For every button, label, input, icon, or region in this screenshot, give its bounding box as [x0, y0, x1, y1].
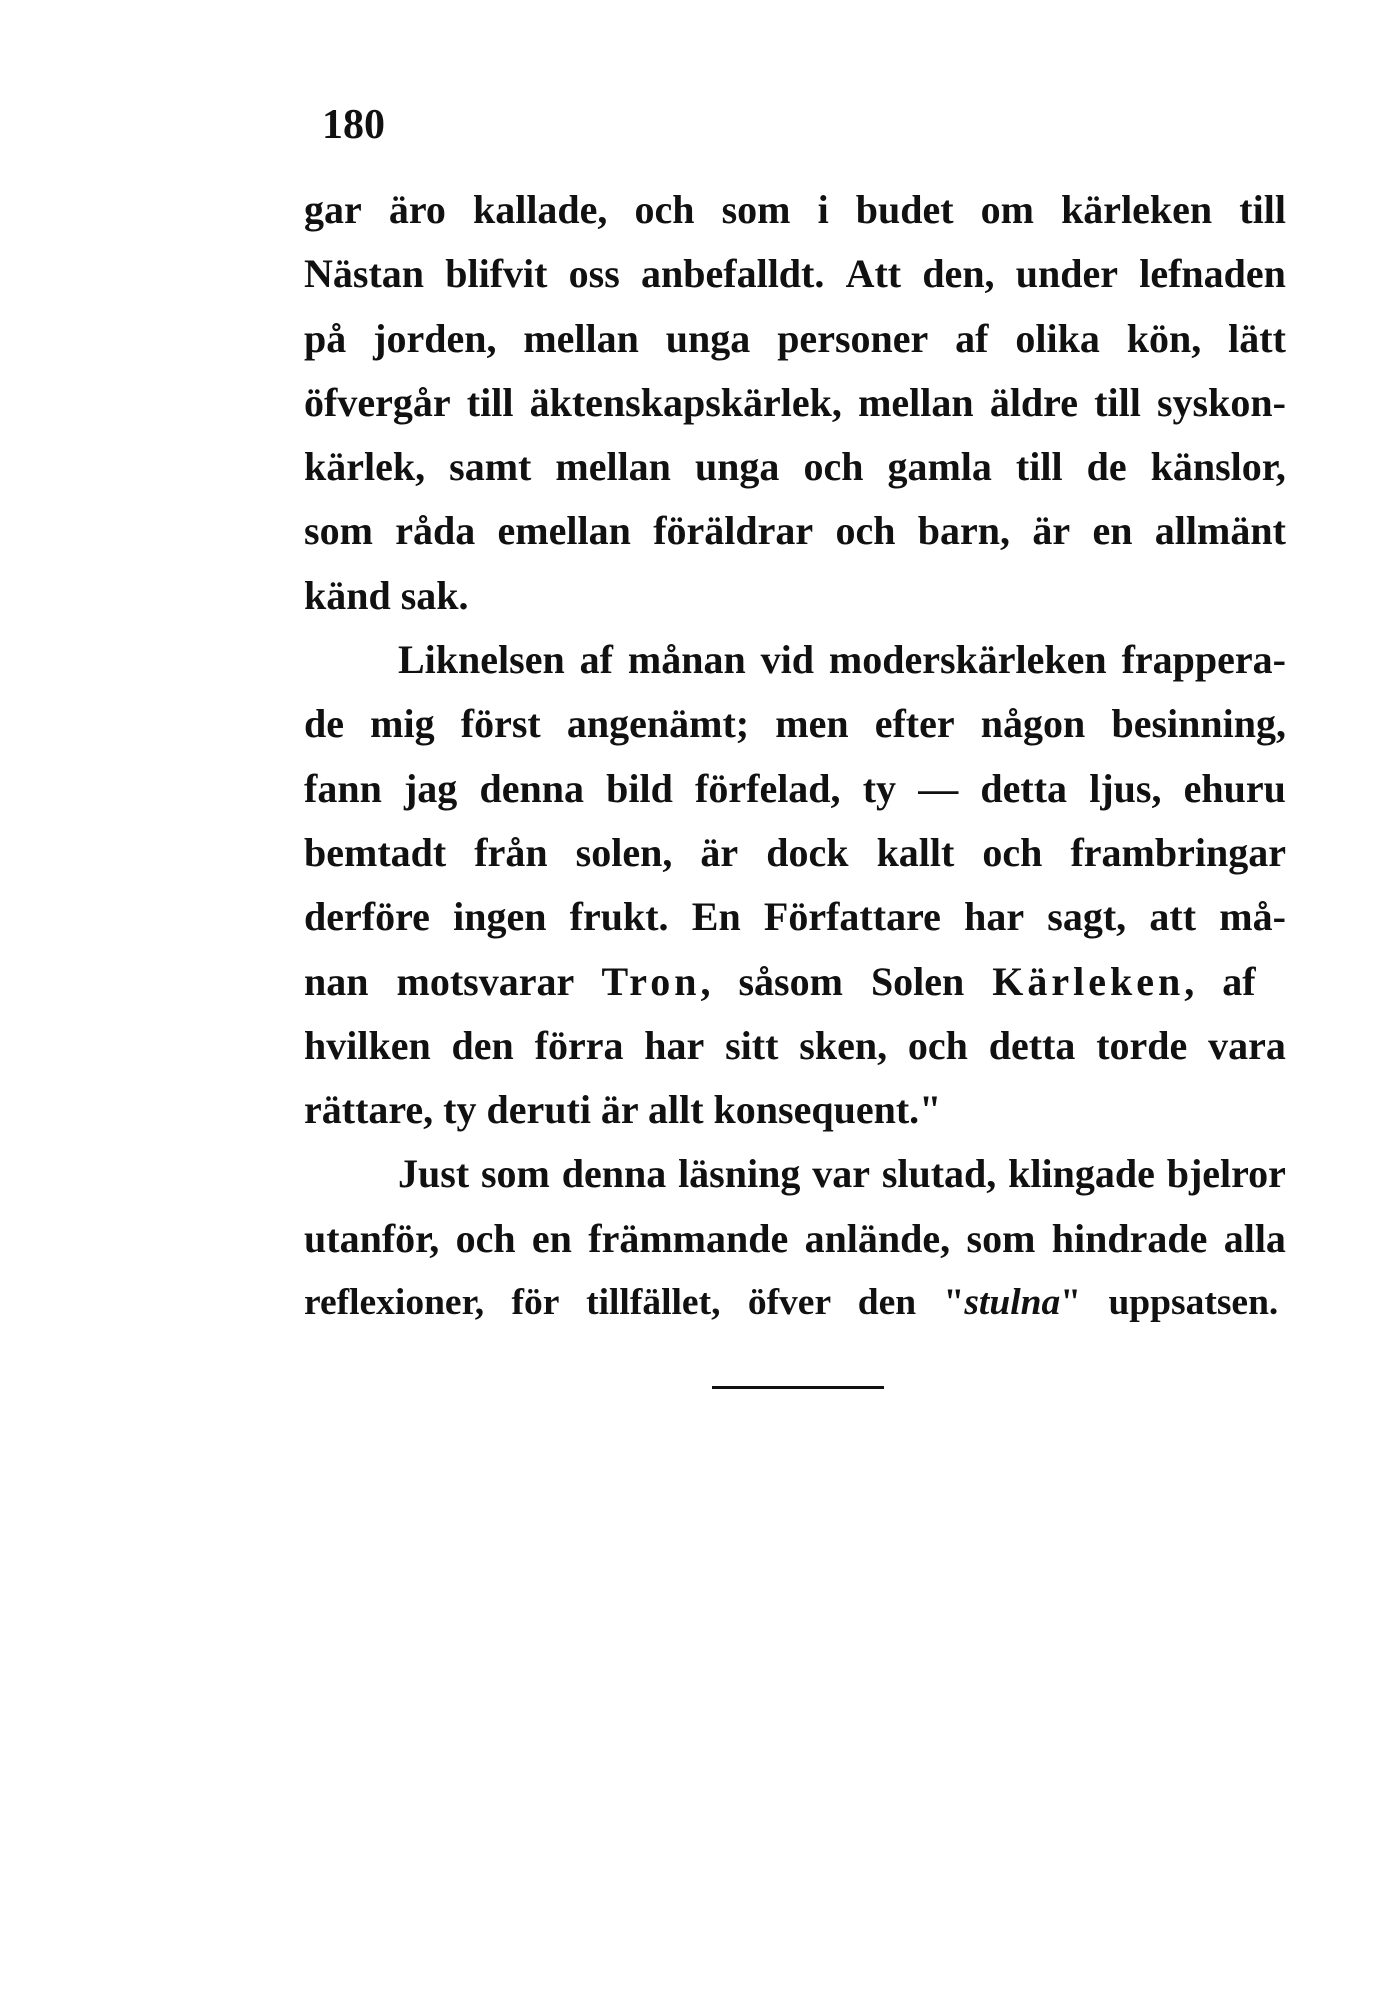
text-line — [304, 885, 1286, 949]
text-line — [304, 1207, 1286, 1271]
word: läsning — [678, 1151, 801, 1197]
word: alla — [1223, 1215, 1286, 1261]
word: är — [1032, 508, 1071, 554]
word: detta — [988, 1022, 1076, 1068]
word: lefnaden — [1139, 251, 1286, 297]
word: någon — [980, 701, 1086, 747]
word: bjelror — [1166, 1151, 1286, 1197]
word: först — [460, 701, 541, 747]
word: anlände, — [804, 1215, 951, 1261]
text-segment: " uppsatsen. — [1060, 1282, 1279, 1324]
word: den — [451, 1022, 514, 1068]
word: angenämt; — [566, 701, 750, 747]
word: kärleken — [1061, 187, 1213, 232]
word: sitt — [725, 1022, 779, 1068]
text-line-content — [304, 1014, 1286, 1078]
word: från — [474, 829, 548, 875]
word: förra — [534, 1022, 624, 1068]
text-line — [304, 1078, 1286, 1142]
word: efter — [874, 701, 955, 747]
text-line-content — [304, 885, 1286, 949]
word: allmänt — [1154, 508, 1286, 554]
word: barn, — [917, 508, 1011, 554]
word: äldre — [989, 379, 1078, 425]
word: besinning, — [1111, 701, 1286, 747]
word: kön, — [1126, 315, 1202, 361]
word: vid — [760, 637, 814, 683]
word: mellan — [555, 444, 671, 490]
word: bemtadt — [304, 829, 447, 875]
text-line-content — [304, 692, 1286, 756]
word: sken, — [799, 1022, 888, 1068]
text-line — [304, 499, 1286, 563]
word: moderskärleken — [828, 637, 1107, 683]
word: unga — [694, 444, 780, 490]
word: på — [304, 315, 347, 361]
word: gamla — [887, 444, 992, 490]
word: Just — [398, 1151, 470, 1197]
word: solen, — [575, 829, 673, 875]
word: som — [480, 1151, 550, 1197]
word: hindrade — [1051, 1215, 1208, 1261]
word: Att — [845, 251, 902, 297]
word: gar — [304, 187, 362, 232]
word: dock — [766, 829, 849, 875]
text-line-content — [398, 628, 1286, 692]
text-line-content — [304, 499, 1286, 563]
word: Nästan — [304, 251, 425, 297]
word: äro — [388, 187, 446, 232]
text-line-content — [304, 950, 1286, 1014]
text-line — [304, 821, 1286, 885]
word: var — [812, 1151, 870, 1197]
word: en — [531, 1215, 572, 1261]
word: må- — [1219, 894, 1286, 940]
text-line — [304, 757, 1286, 821]
word: äktenskapskärlek, — [529, 379, 842, 425]
word: den, — [922, 251, 995, 297]
word: de — [1086, 444, 1127, 490]
word: och — [907, 1022, 968, 1068]
page-body-text — [304, 178, 1286, 1335]
word: hvilken — [304, 1022, 431, 1068]
word: och — [982, 829, 1043, 875]
word: till — [1094, 379, 1141, 425]
text-segment: , af — [1184, 958, 1256, 1004]
word: slutad, — [881, 1151, 997, 1197]
spaced-emphasis-tron: Tron — [601, 958, 701, 1004]
word: mellan — [858, 379, 974, 425]
text-line-content — [304, 757, 1286, 821]
word: öfvergår — [304, 379, 451, 425]
text-line — [304, 950, 1286, 1014]
text-line-content — [304, 1271, 1286, 1335]
word: En — [691, 894, 741, 940]
word: känslor, — [1150, 444, 1286, 490]
word: till — [1239, 187, 1286, 232]
word: lätt — [1228, 315, 1286, 361]
text-line — [304, 564, 1286, 628]
word: och — [803, 444, 864, 490]
word: som — [721, 187, 791, 232]
word: budet — [855, 187, 954, 232]
word: har — [644, 1022, 705, 1068]
page-number: 180 — [322, 102, 385, 148]
word: utanför, — [304, 1215, 440, 1261]
word: ljus, — [1089, 765, 1162, 811]
word: jorden, — [373, 315, 497, 361]
word: Författare — [763, 894, 941, 940]
word: — — [918, 765, 959, 811]
word: af — [579, 637, 613, 683]
word: af — [955, 315, 989, 361]
word: mig — [370, 701, 435, 747]
text-line-content — [304, 307, 1286, 371]
word: till — [466, 379, 514, 425]
text-line-content — [304, 178, 1286, 242]
text-line — [304, 1014, 1286, 1078]
word: föräldrar — [653, 508, 814, 554]
word: ty — [862, 765, 897, 811]
word: blifvit — [445, 251, 548, 297]
word: kallade, — [472, 187, 608, 232]
word: personer — [777, 315, 929, 361]
word: att — [1149, 894, 1197, 940]
text-line-content — [304, 1207, 1286, 1271]
word: främmande — [588, 1215, 789, 1261]
word: fann — [304, 765, 382, 811]
word: ehuru — [1183, 765, 1286, 811]
word: oss — [568, 251, 620, 297]
word: de — [304, 701, 344, 747]
word: men — [775, 701, 849, 747]
text-line-content: rättare, ty deruti är allt konsequent." — [304, 1087, 942, 1133]
word: förfelad, — [695, 765, 841, 811]
text-segment: nan motsvarar — [304, 958, 574, 1004]
word: frappera- — [1121, 637, 1286, 683]
word: frambringar — [1070, 829, 1286, 875]
word: en — [1092, 508, 1133, 554]
word: och — [835, 508, 896, 554]
text-line-content — [304, 371, 1286, 435]
text-line — [304, 371, 1286, 435]
word: är — [700, 829, 739, 875]
word: bild — [606, 765, 673, 811]
text-line-content — [304, 435, 1286, 499]
word: till — [1015, 444, 1063, 490]
word: råda — [395, 508, 476, 554]
word: mellan — [523, 315, 639, 361]
text-line-content — [304, 821, 1286, 885]
spaced-emphasis-karleken: Kärleken — [992, 958, 1185, 1004]
text-line-content: känd sak. — [304, 572, 469, 618]
word: som — [304, 508, 373, 554]
word: ingen — [453, 894, 547, 940]
word: olika — [1015, 315, 1100, 361]
word: detta — [980, 765, 1068, 811]
word: klingade — [1008, 1151, 1155, 1197]
word: kallt — [876, 829, 955, 875]
word: torde — [1096, 1022, 1188, 1068]
word: som — [966, 1215, 1036, 1261]
word: unga — [665, 315, 751, 361]
text-line — [304, 178, 1286, 242]
text-line — [304, 628, 1286, 692]
text-line — [304, 1142, 1286, 1206]
word: under — [1015, 251, 1119, 297]
word: derföre — [304, 894, 430, 940]
word: om — [980, 187, 1034, 232]
word: Liknelsen — [398, 637, 565, 683]
text-line-content — [398, 1142, 1286, 1206]
word: sagt, — [1047, 894, 1127, 940]
end-rule-divider — [712, 1386, 884, 1389]
word: kärlek, — [304, 444, 426, 490]
word: denna — [479, 765, 584, 811]
italic-emphasis-stulna: stulna — [964, 1282, 1061, 1324]
text-line — [304, 1271, 1286, 1335]
word: emellan — [497, 508, 631, 554]
word: månan — [627, 637, 746, 683]
word: i — [817, 187, 829, 232]
word: och — [634, 187, 695, 232]
text-line — [304, 692, 1286, 756]
word: denna — [561, 1151, 667, 1197]
word: vara — [1208, 1022, 1286, 1068]
word: jag — [403, 765, 458, 811]
text-line-content — [304, 242, 1286, 306]
word: har — [964, 894, 1025, 940]
word: samt — [449, 444, 532, 490]
word: anbefalldt. — [641, 251, 825, 297]
word: och — [455, 1215, 516, 1261]
word: syskon- — [1156, 379, 1286, 425]
text-line — [304, 242, 1286, 306]
text-segment: reflexioner, för tillfället, öfver den " — [304, 1282, 965, 1324]
text-line — [304, 435, 1286, 499]
word: frukt. — [569, 894, 669, 940]
text-line — [304, 307, 1286, 371]
text-segment: , såsom Solen — [700, 958, 965, 1004]
